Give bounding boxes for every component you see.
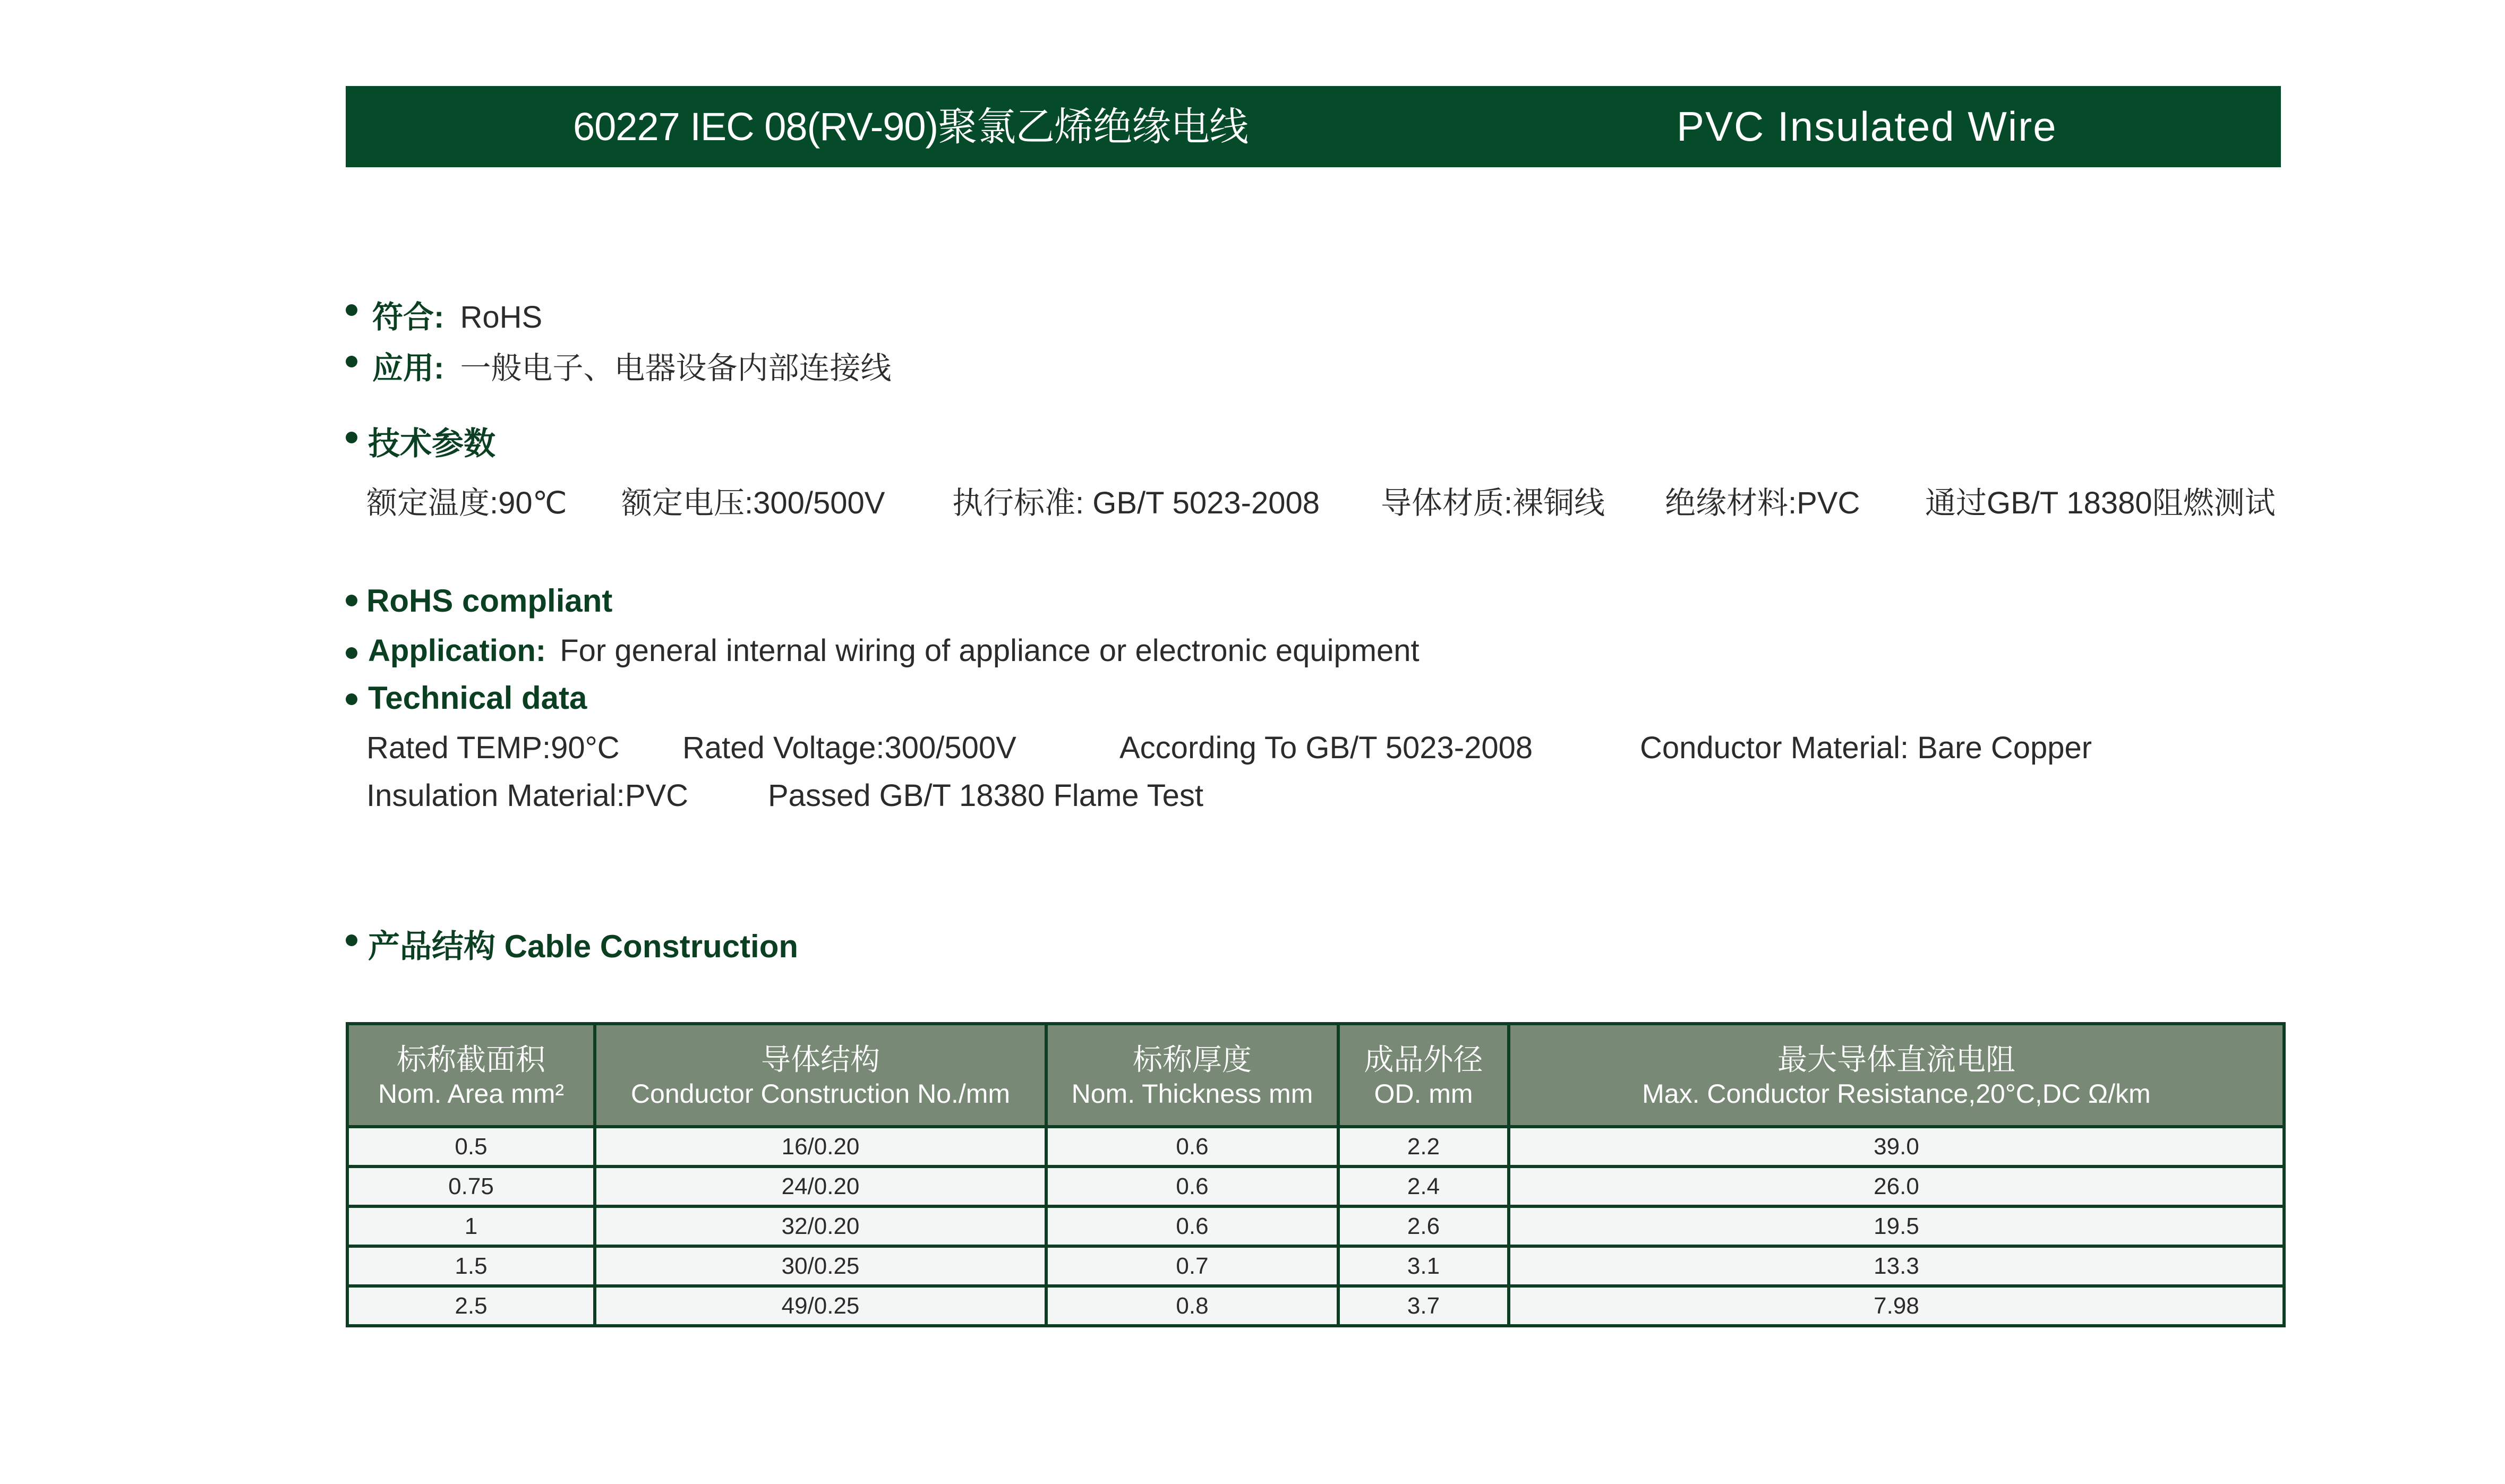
- column-header: 标称厚度 Nom. Thickness mm: [1046, 1024, 1338, 1127]
- table-cell: 24/0.20: [595, 1166, 1046, 1206]
- title-banner: [346, 86, 2281, 167]
- table-cell: 13.3: [1509, 1246, 2284, 1286]
- en-application: [368, 633, 1420, 668]
- table-row: [347, 1246, 2284, 1286]
- table-cell: 0.8: [1046, 1286, 1338, 1326]
- table-cell: 26.0: [1509, 1166, 2284, 1206]
- cn-compliance-value: RoHS: [460, 300, 543, 334]
- table-cell: 0.6: [1046, 1127, 1338, 1166]
- table-row: [347, 1286, 2284, 1326]
- en-param: According To GB/T 5023-2008: [1119, 731, 1533, 765]
- cn-param: 执行标准: GB/T 5023-2008: [952, 486, 1320, 520]
- bullet-dot-icon: [346, 693, 357, 705]
- table-cell: 0.5: [347, 1127, 595, 1166]
- cn-tech-heading: 技术参数: [368, 426, 495, 461]
- en-param: Rated TEMP:90°C: [366, 731, 620, 765]
- table-cell: 2.4: [1338, 1166, 1509, 1206]
- cn-application-label: 应用:: [372, 351, 444, 385]
- table-cell: 0.6: [1046, 1206, 1338, 1246]
- en-param: Passed GB/T 18380 Flame Test: [768, 778, 1203, 813]
- table-cell: 3.7: [1338, 1286, 1509, 1326]
- table-cell: 3.1: [1338, 1246, 1509, 1286]
- cn-application: [372, 343, 891, 388]
- table-cell: 19.5: [1509, 1206, 2284, 1246]
- table-row: [347, 1206, 2284, 1246]
- column-header: 导体结构 Conductor Construction No./mm: [595, 1024, 1046, 1127]
- en-param: Insulation Material:PVC: [366, 778, 689, 813]
- cn-compliance-label: 符合:: [372, 300, 444, 334]
- title-en: PVC Insulated Wire: [1677, 103, 2057, 150]
- table-row: [347, 1166, 2284, 1206]
- en-application-value: For general internal wiring of appliance or electronic equipment: [560, 633, 1420, 668]
- table-cell: 0.6: [1046, 1166, 1338, 1206]
- bullet-dot-icon: [346, 356, 357, 367]
- column-header: 标称截面积 Nom. Area mm²: [347, 1024, 595, 1127]
- bullet-dot-icon: [346, 934, 357, 946]
- construction-table: [346, 1022, 2286, 1327]
- en-tech-heading: Technical data: [368, 680, 587, 716]
- cn-compliance: [372, 292, 542, 337]
- table-cell: 2.5: [347, 1286, 595, 1326]
- table-row: [347, 1127, 2284, 1166]
- table-cell: 1: [347, 1206, 595, 1246]
- bullet-dot-icon: [346, 432, 357, 443]
- cn-param: 通过GB/T 18380阻燃测试: [1925, 486, 2276, 520]
- construction-heading: 产品结构 Cable Construction: [368, 929, 799, 964]
- table-cell: 49/0.25: [595, 1286, 1046, 1326]
- en-application-label: Application:: [368, 633, 546, 668]
- cn-param: 额定温度:90℃: [366, 486, 567, 520]
- table-cell: 16/0.20: [595, 1127, 1046, 1166]
- en-compliance: RoHS compliant: [366, 583, 613, 619]
- table-cell: 2.6: [1338, 1206, 1509, 1246]
- table-cell: 2.2: [1338, 1127, 1509, 1166]
- table-cell: 0.75: [347, 1166, 595, 1206]
- cn-param: 额定电压:300/500V: [621, 486, 885, 520]
- en-param: Conductor Material: Bare Copper: [1640, 731, 2092, 765]
- title-cn: 60227 IEC 08(RV-90)聚氯乙烯绝缘电线: [573, 105, 1249, 149]
- cn-param: 绝缘材料:PVC: [1665, 486, 1860, 520]
- cn-application-value: 一般电子、电器设备内部连接线: [460, 351, 892, 385]
- table-cell: 39.0: [1509, 1127, 2284, 1166]
- en-param: Rated Voltage:300/500V: [682, 731, 1016, 765]
- table-cell: 30/0.25: [595, 1246, 1046, 1286]
- column-header: 最大导体直流电阻 Max. Conductor Resistance,20°C,DC Ω/km: [1509, 1024, 2284, 1127]
- column-header: 成品外径 OD. mm: [1338, 1024, 1509, 1127]
- bullet-dot-icon: [346, 595, 357, 606]
- table-cell: 32/0.20: [595, 1206, 1046, 1246]
- table-cell: 0.7: [1046, 1246, 1338, 1286]
- bullet-dot-icon: [346, 304, 357, 316]
- cn-param: 导体材质:裸铜线: [1381, 486, 1605, 520]
- table-header-row: [347, 1024, 2284, 1127]
- table-cell: 7.98: [1509, 1286, 2284, 1326]
- bullet-dot-icon: [346, 647, 357, 659]
- table-cell: 1.5: [347, 1246, 595, 1286]
